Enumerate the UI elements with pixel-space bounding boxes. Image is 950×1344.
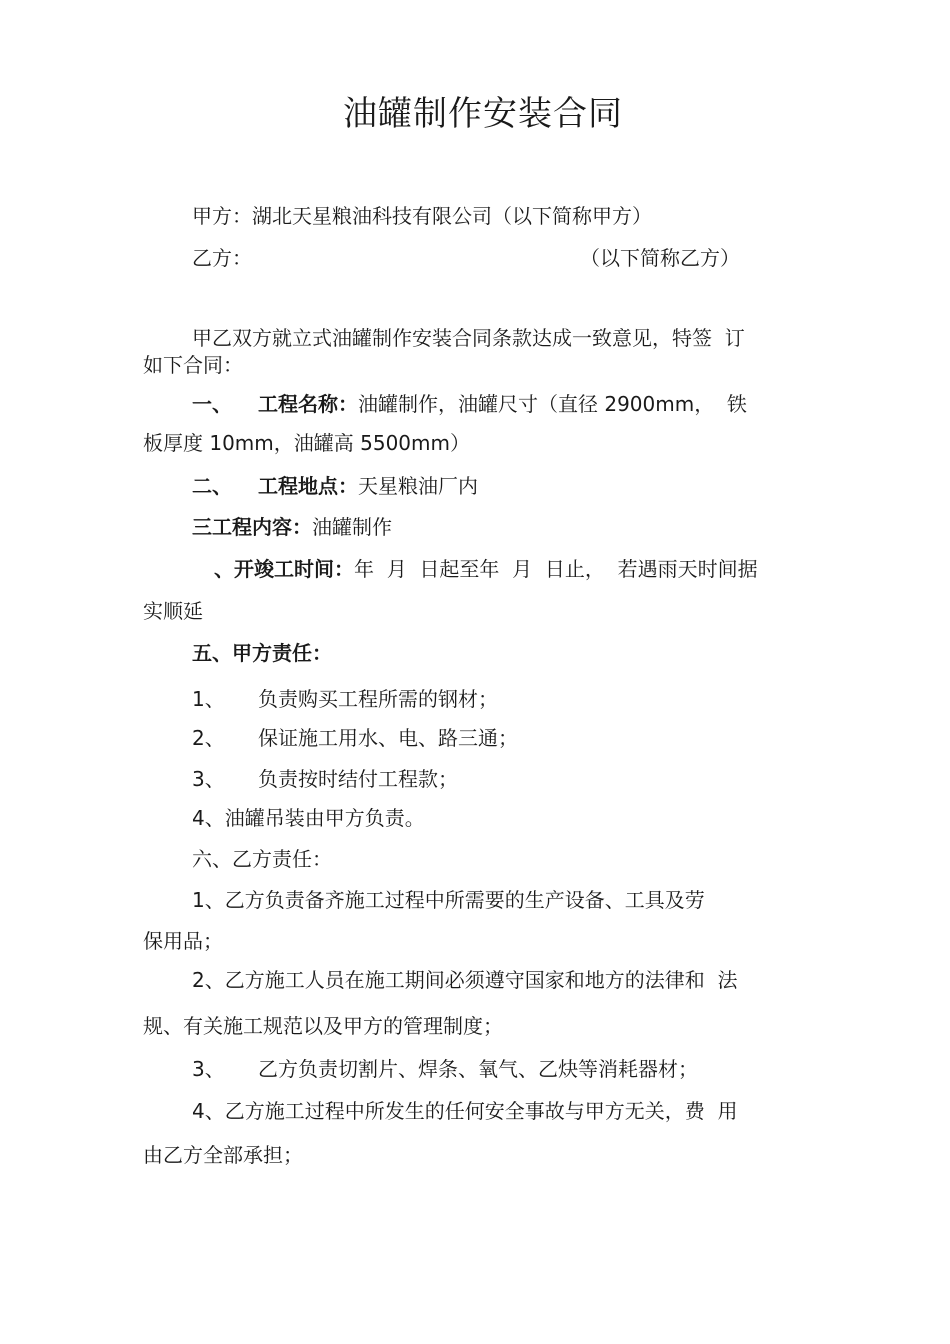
section6-item-2-text-2: 规、有关施工规范以及甲方的管理制度； bbox=[143, 1014, 503, 1038]
section3-heading: 三工程内容： bbox=[192, 515, 312, 539]
section6-item-1-text-1: 乙方负责备齐施工过程中所需要的生产设备、工具及劳 bbox=[224, 888, 705, 912]
document-title: 油罐制作安装合同 bbox=[343, 94, 623, 134]
section6-item-4-text-1: 乙方施工过程中所发生的任何安全事故与甲方无关，费 用 bbox=[224, 1099, 738, 1123]
party-a-label: 甲方： bbox=[192, 204, 252, 228]
section6-item-4-text-2: 由乙方全部承担； bbox=[143, 1143, 303, 1167]
section5-item-1-num: 1、 bbox=[192, 687, 225, 711]
section1-heading: 工程名称： bbox=[258, 392, 358, 416]
section6-item-1-text-2: 保用品； bbox=[143, 929, 223, 953]
section6-item-3-num: 3、 bbox=[192, 1057, 225, 1081]
section1-text-1: 油罐制作，油罐尺寸（直径 2900mm， 铁 bbox=[358, 392, 747, 416]
section4-text-2: 实顺延 bbox=[143, 599, 203, 623]
section6-item-3-text: 乙方负责切割片、焊条、氧气、乙炔等消耗器材； bbox=[258, 1057, 698, 1081]
section1-text-2: 板厚度 10mm，油罐高 5500mm） bbox=[143, 431, 470, 455]
section5-item-4-text: 油罐吊装由甲方负责。 bbox=[224, 806, 425, 830]
section6-item-2-text-1: 乙方施工人员在施工期间必须遵守国家和地方的法律和 法 bbox=[224, 968, 738, 992]
section5-item-3-text: 负责按时结付工程款； bbox=[258, 767, 458, 791]
section3-line bbox=[192, 514, 392, 540]
section5-item-4-num: 4、 bbox=[192, 806, 225, 830]
section6-item-1-num: 1、 bbox=[192, 888, 225, 912]
section5-item-3-num: 3、 bbox=[192, 767, 225, 791]
section6-item-2-num: 2、 bbox=[192, 968, 225, 992]
section3-text: 油罐制作 bbox=[312, 515, 392, 539]
section5-item-1-text: 负责购买工程所需的钢材； bbox=[258, 687, 498, 711]
party-b-note: （以下简称乙方） bbox=[580, 246, 740, 270]
section2-text: 天星粮油厂内 bbox=[358, 474, 478, 498]
section2-line bbox=[258, 473, 478, 499]
intro-line-1: 甲乙双方就立式油罐制作安装合同条款达成一致意见，特签 订 bbox=[192, 326, 745, 350]
section1-num: 一、 bbox=[192, 392, 232, 416]
section5-heading: 五、甲方责任： bbox=[192, 641, 332, 665]
section6-item-4-line-1 bbox=[192, 1098, 737, 1124]
party-a-line bbox=[192, 203, 652, 229]
section6-item-4-num: 4、 bbox=[192, 1099, 225, 1123]
section4-text-1: 年 月 日起至年 月 日止， 若遇雨天时间据 bbox=[354, 557, 758, 581]
section6-heading: 六、乙方责任： bbox=[192, 847, 332, 871]
party-a-value: 湖北天星粮油科技有限公司（以下简称甲方） bbox=[252, 204, 652, 228]
section2-heading: 工程地点： bbox=[258, 474, 358, 498]
section1-line-1 bbox=[258, 391, 747, 417]
section5-item-4 bbox=[192, 805, 425, 831]
section6-item-1-line-1 bbox=[192, 887, 705, 913]
section5-item-2-num: 2、 bbox=[192, 726, 225, 750]
section4-heading: 、开竣工时间： bbox=[214, 557, 354, 581]
section2-num: 二、 bbox=[192, 474, 232, 498]
party-b-label: 乙方： bbox=[192, 246, 252, 270]
section4-line-1 bbox=[214, 556, 758, 582]
intro-line-2: 如下合同： bbox=[143, 353, 243, 377]
section6-item-2-line-1 bbox=[192, 967, 737, 993]
section5-item-2-text: 保证施工用水、电、路三通； bbox=[258, 726, 518, 750]
